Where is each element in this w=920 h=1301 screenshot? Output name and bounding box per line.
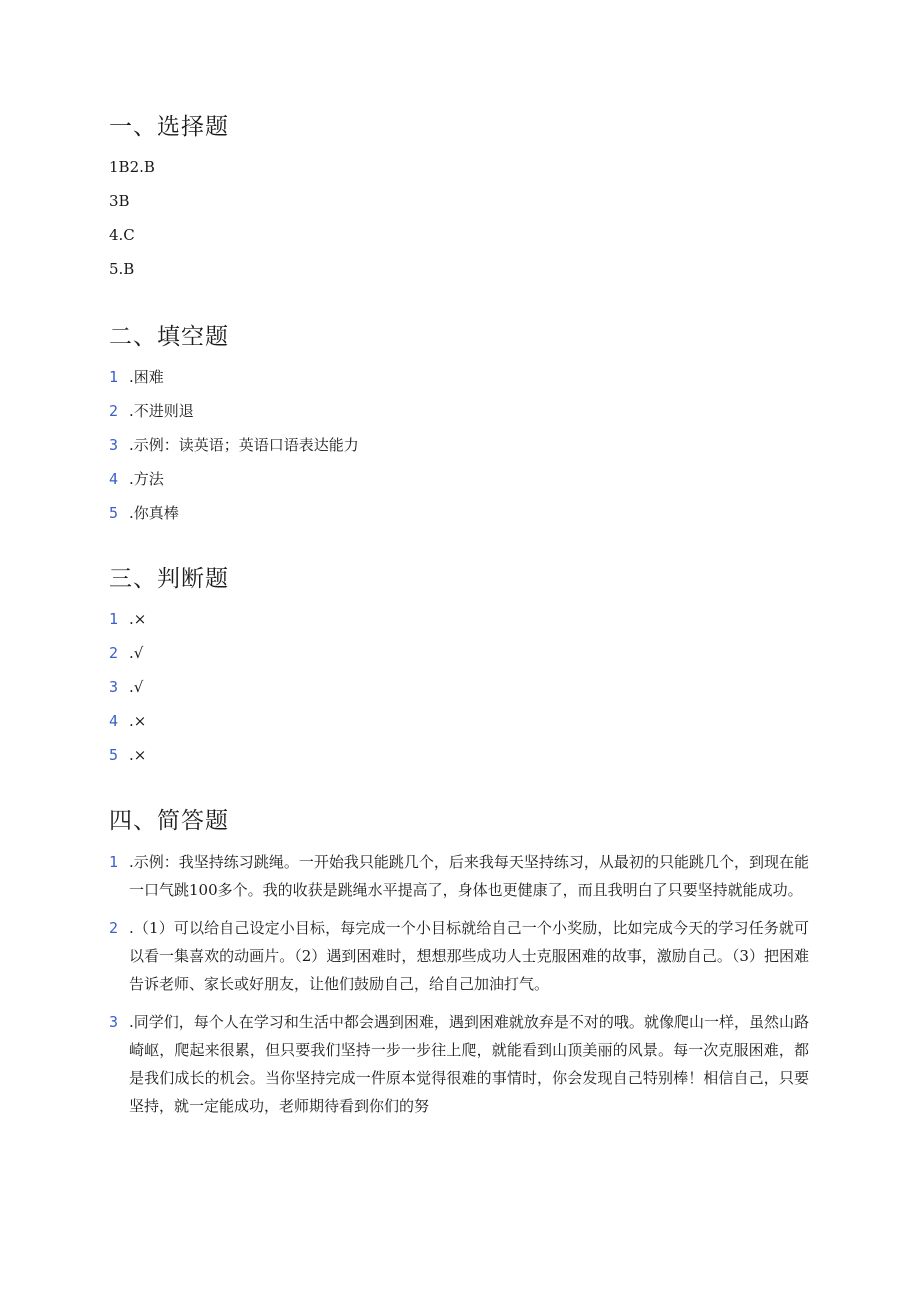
item-number: 1 (109, 368, 119, 386)
section-heading-choice: 一、选择题 (109, 114, 229, 140)
section-heading-fill: 二、填空题 (109, 324, 229, 350)
fill-answer-text: .示例：读英语；英语口语表达能力 (129, 436, 359, 454)
choice-answer-line (109, 191, 809, 211)
choice-answer-text: 1B2.B (109, 158, 155, 176)
short-answer-paragraph (109, 848, 809, 904)
choice-answer-text: 4.C (109, 226, 135, 244)
fill-answer-text: .方法 (129, 470, 164, 488)
fill-answer-line (109, 401, 809, 421)
item-number: 2 (109, 919, 119, 937)
item-number: 1 (109, 610, 119, 628)
choice-answer-text: 5.B (109, 260, 135, 278)
short-answer-text: .同学们，每个人在学习和生活中都会遇到困难，遇到困难就放弃是不对的哦。就像爬山一样，虽然山路崎岖，爬起来很累，但只要我们坚持一步一步往上爬，就能看到山顶美丽的风景。每一次克服困难，都是我们成长的机会。当你坚持完成一件原本觉得很难的事情时，你会发现自己特别棒！相信自己，只要坚持，就一定能成功，老师期待看到你们的努 (129, 1013, 809, 1115)
choice-answer-text: 3B (109, 192, 130, 210)
judge-answer-text: .× (129, 746, 147, 764)
fill-answer-text: .困难 (129, 368, 164, 386)
item-number: 3 (109, 436, 119, 454)
item-number: 3 (109, 678, 119, 696)
section-heading-judge: 三、判断题 (109, 566, 229, 592)
item-number: 2 (109, 644, 119, 662)
short-answer-paragraph (109, 1008, 809, 1120)
item-number: 2 (109, 402, 119, 420)
fill-answer-text: .你真棒 (129, 504, 179, 522)
fill-answer-text: .不进则退 (129, 402, 194, 420)
judge-answer-line (109, 609, 809, 629)
item-number: 5 (109, 504, 119, 522)
short-answer-text: .（1）可以给自己设定小目标，每完成一个小目标就给自己一个小奖励，比如完成今天的学习任务就可以看一集喜欢的动画片。（2）遇到困难时，想想那些成功人士克服困难的故事，激励自己。（3）把困难告诉老师、家长或好朋友，让他们鼓励自己，给自己加油打气。 (129, 919, 809, 993)
short-answer-text: .示例：我坚持练习跳绳。一开始我只能跳几个，后来我每天坚持练习，从最初的只能跳几个，到现在能一口气跳100多个。我的收获是跳绳水平提高了，身体也更健康了，而且我明白了只要坚持就能成功。 (129, 853, 809, 899)
choice-answer-line (109, 259, 809, 279)
fill-answer-line (109, 503, 809, 523)
item-number: 3 (109, 1013, 119, 1031)
fill-answer-line (109, 435, 809, 455)
judge-answer-line (109, 711, 809, 731)
judge-answer-text: .√ (129, 644, 144, 662)
item-number: 4 (109, 712, 119, 730)
fill-answer-line (109, 367, 809, 387)
choice-answer-line (109, 225, 809, 245)
judge-answer-text: .√ (129, 678, 144, 696)
section-heading-short-answer: 四、简答题 (109, 808, 229, 834)
section-multiple-choice (109, 112, 809, 279)
judge-answer-text: .× (129, 610, 147, 628)
item-number: 1 (109, 853, 119, 871)
section-short-answer (109, 806, 809, 1120)
judge-answer-line (109, 745, 809, 765)
short-answer-paragraph (109, 914, 809, 998)
judge-answer-line (109, 677, 809, 697)
item-number: 5 (109, 746, 119, 764)
choice-answer-line (109, 157, 809, 177)
section-fill-in-blank (109, 322, 809, 523)
item-number: 4 (109, 470, 119, 488)
section-true-false (109, 564, 809, 765)
fill-answer-line (109, 469, 809, 489)
judge-answer-text: .× (129, 712, 147, 730)
judge-answer-line (109, 643, 809, 663)
